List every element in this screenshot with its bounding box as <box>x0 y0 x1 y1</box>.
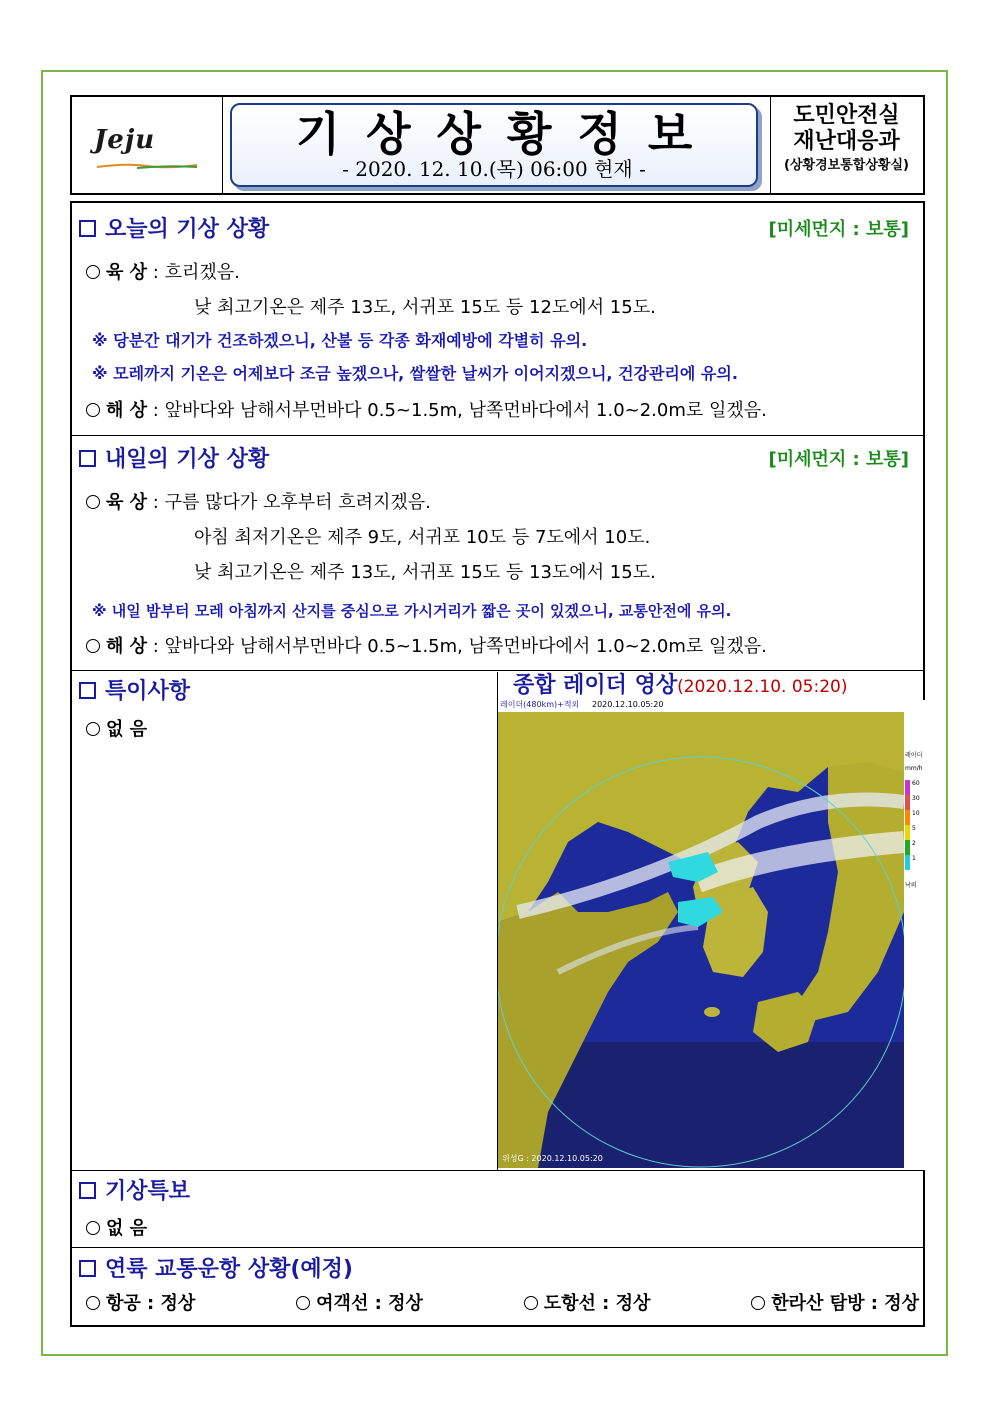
radar-caption-time: 2020.12.10.05:20 <box>592 700 664 709</box>
legend-entry <box>905 855 925 870</box>
special-item-text: 없 음 <box>106 719 148 740</box>
special-item <box>86 717 147 743</box>
checkbox-square-icon <box>79 1182 96 1199</box>
report-datetime: - 2020. 12. 10.(목) 06:00 현재 - <box>342 157 646 181</box>
legend-lightning: 낙뢰 <box>905 882 917 889</box>
tomorrow-sea-label: 해 상 <box>106 636 148 657</box>
tomorrow-max-temp: 낮 최고기온은 제주 13도, 서귀포 15도 등 13도에서 15도. <box>194 562 656 583</box>
tomorrow-section-title <box>79 446 269 474</box>
circle-bullet-icon <box>296 1296 310 1310</box>
legend-swatch <box>905 810 910 825</box>
transport-title-text: 연륙 교통운항 상황(예정) <box>105 1257 353 1282</box>
warning-title-text: 기상특보 <box>105 1179 191 1204</box>
warning-item <box>86 1216 147 1242</box>
legend-entry <box>905 840 925 855</box>
circle-bullet-icon <box>86 495 100 509</box>
today-sea-label: 해 상 <box>106 400 148 421</box>
circle-bullet-icon <box>524 1296 538 1310</box>
page-title: 기상상황정보 <box>295 107 719 161</box>
tomorrow-min-temp: 아침 최저기온은 제주 9도, 서귀포 10도 등 7도에서 10도. <box>194 527 651 548</box>
legend-swatch <box>905 855 910 870</box>
today-dust-level: [미세먼지 : 보통] <box>768 219 909 240</box>
today-sea-text: : 앞바다와 남해서부먼바다 0.5~1.5m, 남쪽먼바다에서 1.0~2.0m로 일겠음. <box>152 400 767 421</box>
transport-status-list <box>86 1291 919 1317</box>
logo-cell <box>72 97 223 193</box>
legend-swatch <box>905 825 910 840</box>
legend-swatch <box>905 795 910 810</box>
tomorrow-note-visibility: ※ 내일 밤부터 모레 아침까지 산지를 중심으로 가시거리가 짧은 곳이 있겠으니, 교통안전에 유의. <box>92 602 732 620</box>
today-land-label: 육 상 <box>106 262 148 283</box>
tomorrow-sea <box>86 634 767 660</box>
legend-title: 레이더 <box>905 752 923 759</box>
warning-section-title <box>79 1178 190 1206</box>
org-division: 재난대응과 <box>793 129 900 154</box>
transport-air <box>86 1291 195 1317</box>
legend-entry <box>905 780 925 795</box>
transport-ferry <box>296 1291 423 1317</box>
special-section-title <box>79 678 190 706</box>
transport-air-text: 항공 : 정상 <box>106 1293 196 1314</box>
legend-unit: mm/h <box>905 765 923 772</box>
radar-timestamp: (2020.12.10. 05:20) <box>677 677 848 697</box>
legend-entry <box>905 825 925 840</box>
warning-item-text: 없 음 <box>106 1218 148 1239</box>
transport-island-ferry <box>524 1291 651 1317</box>
today-land-temp: 낮 최고기온은 제주 13도, 서귀포 15도 등 12도에서 15도. <box>194 297 656 318</box>
radar-caption <box>500 699 663 710</box>
org-room: (상황경보통합상황실) <box>784 158 909 173</box>
circle-bullet-icon <box>86 722 100 736</box>
legend-value: 2 <box>912 840 916 847</box>
org-cell <box>770 97 923 193</box>
today-land <box>86 260 240 286</box>
radar-footer: 위성G : 2020.12.10.05:20 <box>502 1154 603 1163</box>
transport-hallasan-text: 한라산 탐방 : 정상 <box>771 1293 919 1314</box>
tomorrow-land-text: : 구름 많다가 오후부터 흐려지겠음. <box>152 492 431 513</box>
today-note-fire: ※ 당분간 대기가 건조하겠으니, 산불 등 각종 화재예방에 각별히 유의. <box>92 331 588 350</box>
circle-bullet-icon <box>86 1296 100 1310</box>
circle-bullet-icon <box>86 403 100 417</box>
radar-legend <box>905 750 925 895</box>
radar-title-text: 종합 레이더 영상 <box>513 673 678 698</box>
transport-hallasan <box>751 1291 919 1317</box>
divider <box>72 435 923 436</box>
transport-island-ferry-text: 도항선 : 정상 <box>543 1293 651 1314</box>
checkbox-square-icon <box>79 1260 96 1277</box>
divider <box>72 1247 923 1248</box>
title-cell <box>222 97 771 193</box>
today-section-title <box>79 216 269 244</box>
legend-value: 5 <box>912 825 916 832</box>
jeju-logo: Jeju <box>94 125 156 155</box>
tomorrow-land <box>86 490 431 516</box>
circle-bullet-icon <box>751 1296 765 1310</box>
checkbox-square-icon <box>79 220 96 237</box>
today-sea <box>86 398 767 424</box>
radar-caption-source: 레이더(480km)+적외 <box>500 700 580 709</box>
logo-swoosh-icon <box>97 163 197 169</box>
legend-value: 30 <box>912 795 920 802</box>
legend-swatch <box>905 780 910 795</box>
header <box>70 95 925 195</box>
transport-section-title <box>79 1256 353 1284</box>
org-office: 도민안전실 <box>793 103 900 128</box>
title-box <box>230 103 758 187</box>
legend-value: 1 <box>912 855 916 862</box>
checkbox-square-icon <box>79 682 96 699</box>
special-title-text: 특이사항 <box>105 679 191 704</box>
legend-swatch <box>905 840 910 855</box>
radar-satellite-image <box>498 712 904 1168</box>
legend-entry <box>905 795 925 810</box>
tomorrow-land-label: 육 상 <box>106 492 148 513</box>
radar-panel <box>497 700 926 1170</box>
transport-ferry-text: 여객선 : 정상 <box>316 1293 423 1314</box>
radar-title <box>513 672 848 701</box>
legend-value: 10 <box>912 810 920 817</box>
tomorrow-title-text: 내일의 기상 상황 <box>105 447 270 472</box>
circle-bullet-icon <box>86 639 100 653</box>
circle-bullet-icon <box>86 265 100 279</box>
circle-bullet-icon <box>86 1221 100 1235</box>
today-title-text: 오늘의 기상 상황 <box>105 217 270 242</box>
today-land-text: : 흐리겠음. <box>152 262 240 283</box>
report-body <box>70 201 925 1327</box>
tomorrow-sea-text: : 앞바다와 남해서부먼바다 0.5~1.5m, 남쪽먼바다에서 1.0~2.0m로 일겠음. <box>152 636 767 657</box>
today-note-health: ※ 모레까지 기온은 어제보다 조금 높겠으나, 쌀쌀한 날씨가 이어지겠으니, 건강관리에 유의. <box>92 364 738 383</box>
legend-value: 60 <box>912 780 920 787</box>
legend-entry <box>905 810 925 825</box>
checkbox-square-icon <box>79 450 96 467</box>
divider <box>72 1170 923 1171</box>
tomorrow-dust-level: [미세먼지 : 보통] <box>768 449 909 470</box>
divider <box>72 670 923 671</box>
